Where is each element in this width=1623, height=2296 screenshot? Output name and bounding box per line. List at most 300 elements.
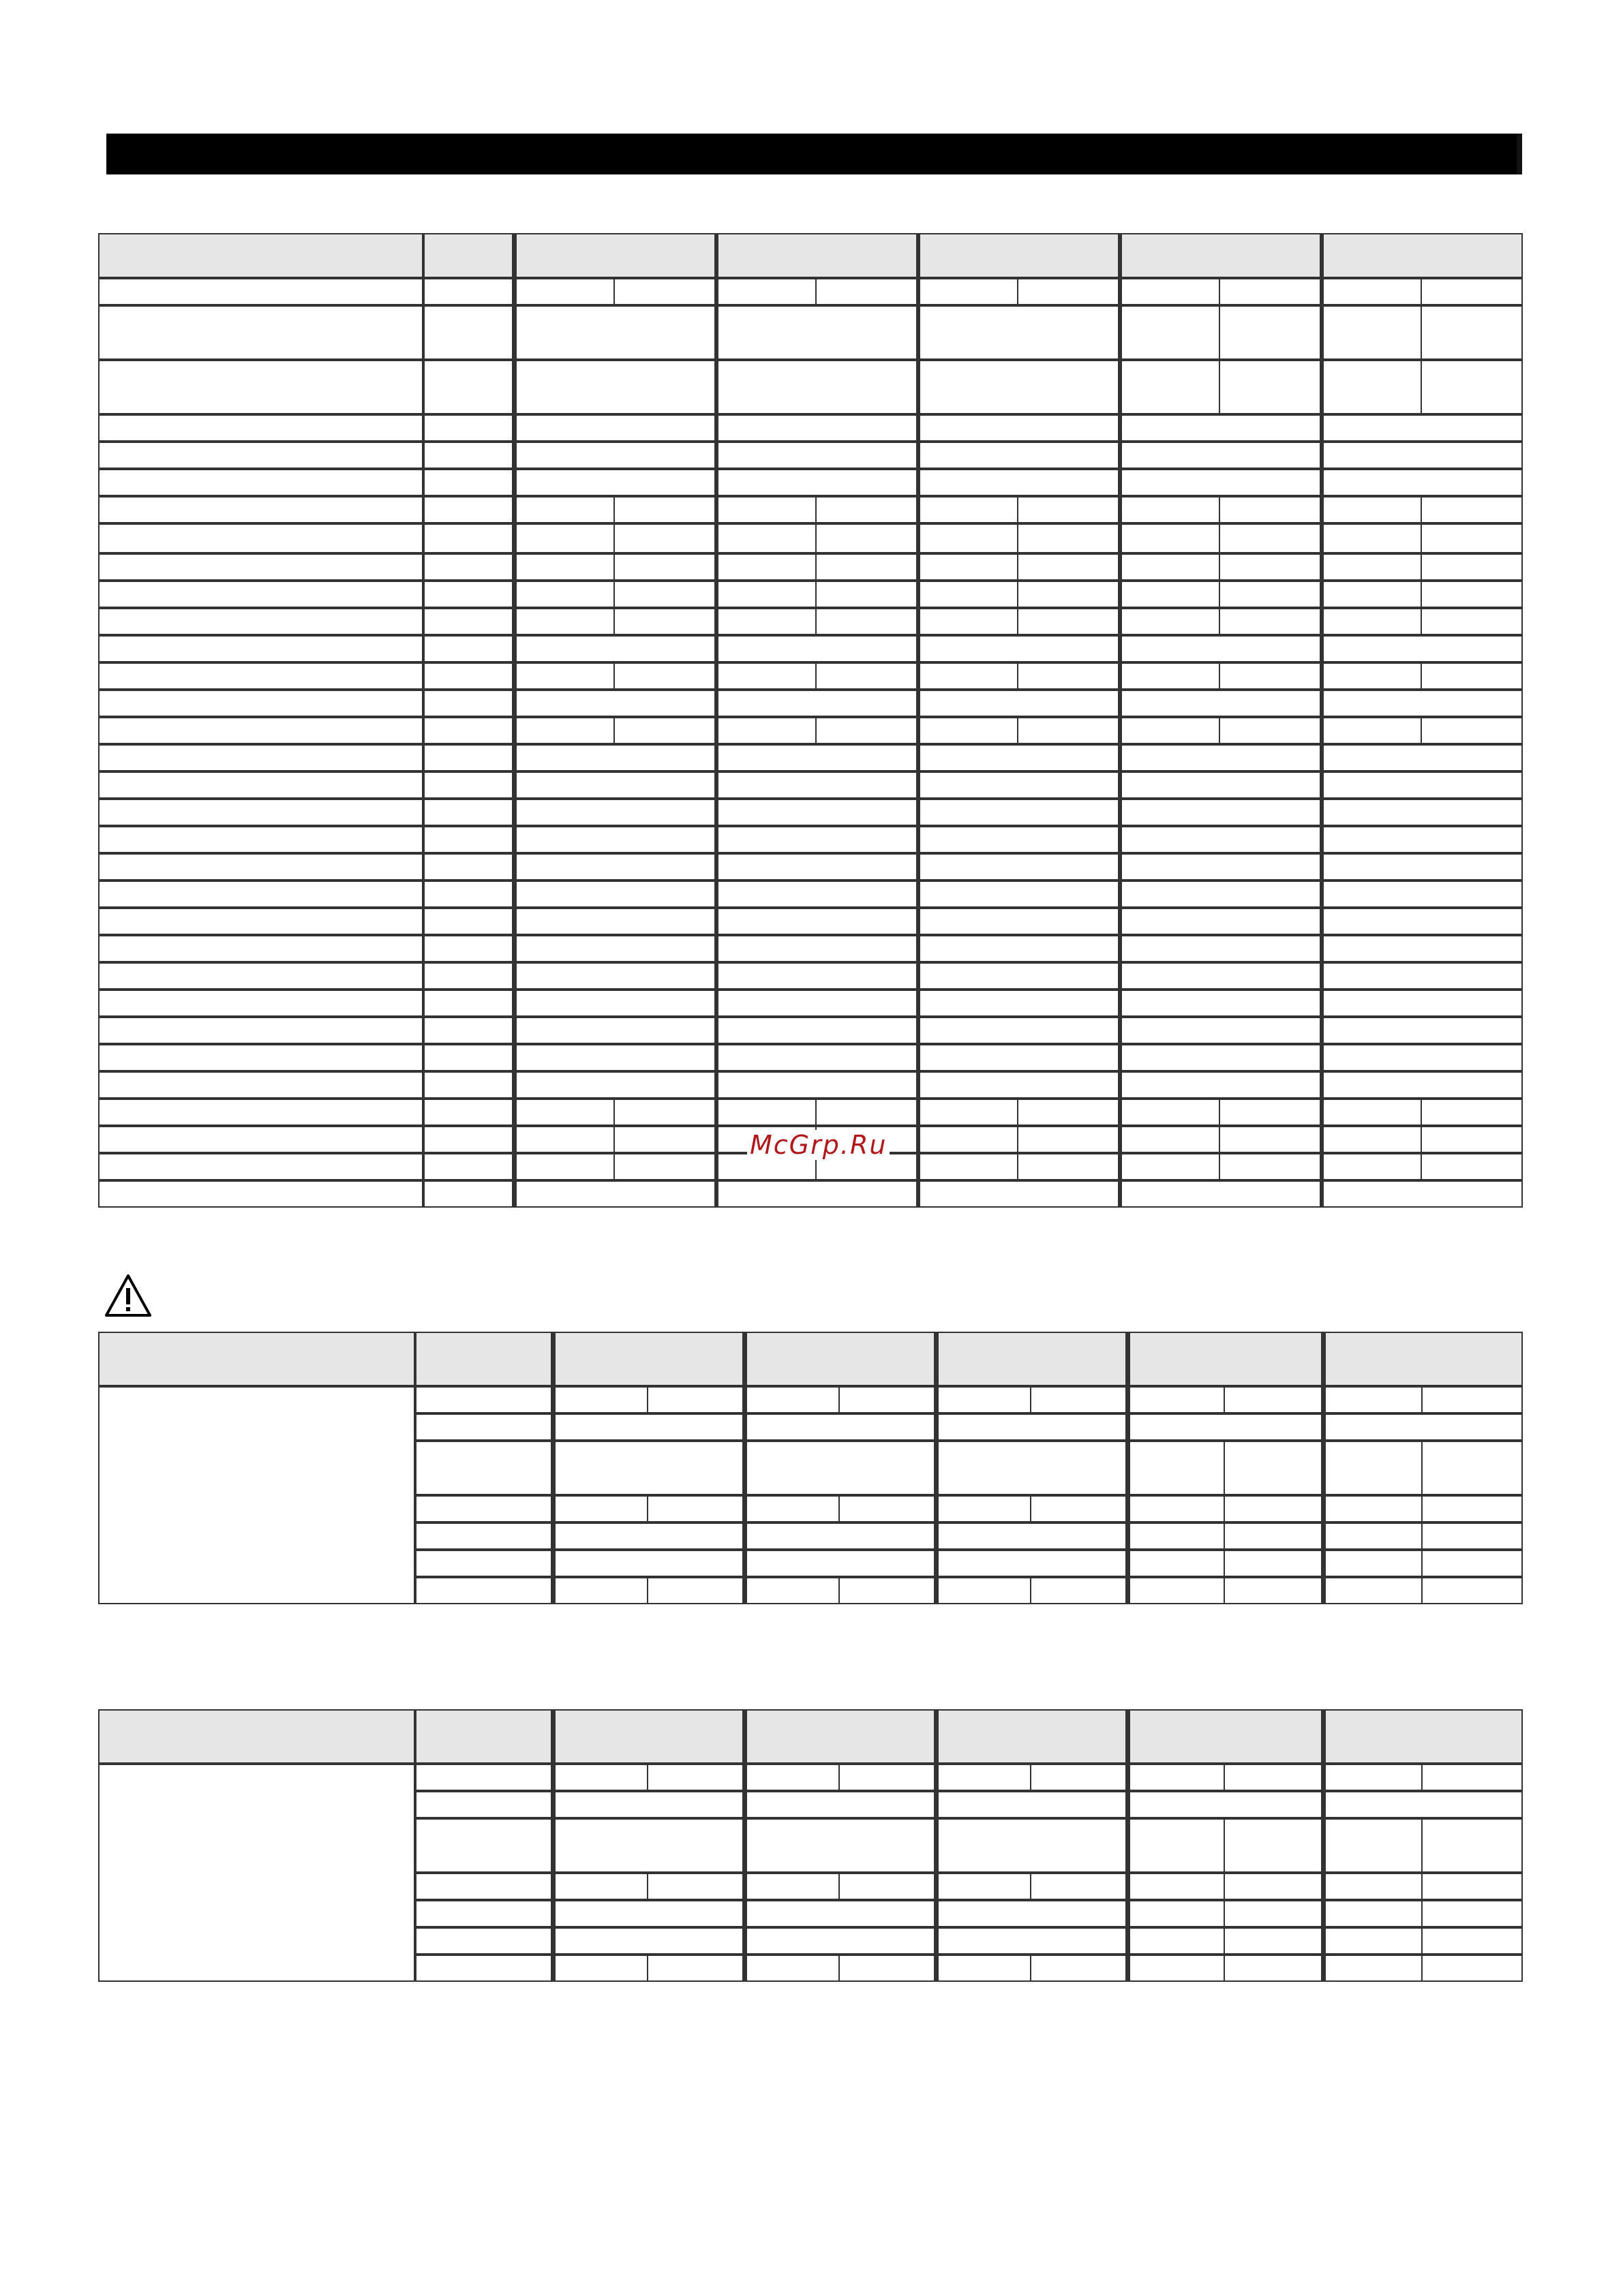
section-title-bar <box>106 134 1522 174</box>
table-cell <box>1320 360 1422 414</box>
table-cell <box>423 771 513 799</box>
table-cell <box>1127 1577 1225 1604</box>
table-cell <box>1219 1153 1322 1180</box>
table-cell <box>423 717 513 744</box>
table-cell <box>715 414 917 442</box>
table-cell <box>423 935 513 962</box>
table-cell <box>1119 1153 1220 1180</box>
table-cell <box>715 799 917 826</box>
table-cell <box>1030 1764 1127 1791</box>
table-cell <box>744 1791 935 1818</box>
table-cell <box>1127 1495 1225 1522</box>
warning-triangle-icon <box>104 1273 153 1318</box>
table-cell <box>1219 496 1322 523</box>
table-cell <box>1224 1900 1323 1927</box>
table-cell <box>1219 305 1322 360</box>
table-cell <box>917 233 1119 278</box>
table-cell <box>1320 935 1523 962</box>
table-cell <box>1322 1550 1423 1577</box>
table-cell <box>1127 1413 1322 1441</box>
table-cell <box>1320 799 1523 826</box>
table-cell <box>1119 717 1220 744</box>
table-cell <box>1119 1044 1321 1071</box>
table-cell <box>917 1180 1119 1208</box>
table-cell <box>647 1495 744 1522</box>
table-cell <box>552 1900 744 1927</box>
table-cell <box>744 1495 840 1522</box>
table-cell <box>1119 662 1220 690</box>
table-cell <box>1421 360 1523 414</box>
table-cell <box>715 553 817 581</box>
table-cell <box>415 1441 552 1495</box>
table-cell <box>613 717 716 744</box>
table-cell <box>647 1577 744 1604</box>
table-cell <box>1421 1386 1523 1413</box>
table-cell <box>98 1153 423 1180</box>
table-cell <box>1030 1495 1127 1522</box>
table-cell <box>715 1099 817 1126</box>
table-cell <box>715 523 817 553</box>
table-cell <box>552 1818 744 1873</box>
table-cell <box>1219 662 1322 690</box>
table-cell <box>744 1709 935 1764</box>
table-cell <box>917 1071 1119 1099</box>
table-cell <box>613 523 716 553</box>
table-cell <box>1320 305 1422 360</box>
table-cell <box>513 853 716 881</box>
table-cell <box>98 1386 415 1604</box>
table-cell <box>423 278 513 305</box>
table-cell <box>552 1522 744 1550</box>
table-cell <box>1219 1126 1322 1153</box>
table-cell <box>552 1332 744 1386</box>
table-cell <box>1322 1522 1423 1550</box>
table-cell <box>98 826 423 853</box>
table-cell <box>1127 1791 1322 1818</box>
table-cell <box>917 469 1119 496</box>
table-cell <box>935 1332 1127 1386</box>
table-cell <box>1030 1386 1127 1413</box>
table-cell <box>423 442 513 469</box>
table-cell <box>1320 581 1422 608</box>
table-cell <box>715 881 917 908</box>
table-cell <box>1421 1818 1523 1873</box>
table-cell <box>935 1386 1031 1413</box>
table-cell <box>423 908 513 935</box>
table-cell <box>1320 690 1523 717</box>
table-cell <box>98 553 423 581</box>
table-cell <box>513 553 615 581</box>
table-cell <box>613 1099 716 1126</box>
table-cell <box>917 1099 1018 1126</box>
table-cell <box>935 1791 1127 1818</box>
table-cell <box>98 1332 415 1386</box>
table-cell <box>815 553 918 581</box>
table-cell <box>98 278 423 305</box>
table-cell <box>423 1071 513 1099</box>
table-cell <box>423 826 513 853</box>
table-cell <box>815 717 918 744</box>
table-cell <box>1421 1900 1523 1927</box>
table-cell <box>1322 1495 1423 1522</box>
table-cell <box>1320 469 1523 496</box>
table-cell <box>423 853 513 881</box>
table-cell <box>1127 1955 1225 1982</box>
table-cell <box>1322 1873 1423 1900</box>
table-cell <box>1219 523 1322 553</box>
table-cell <box>744 1413 935 1441</box>
table-cell <box>1017 278 1120 305</box>
table-cell <box>1224 1577 1323 1604</box>
table-cell <box>613 581 716 608</box>
table-cell <box>423 1017 513 1044</box>
table-cell <box>613 1126 716 1153</box>
table-cell <box>1421 1126 1523 1153</box>
table-cell <box>1320 881 1523 908</box>
table-cell <box>513 442 716 469</box>
table-cell <box>1017 553 1120 581</box>
table-cell <box>1127 1927 1225 1955</box>
table-cell <box>1320 608 1422 635</box>
table-cell <box>98 469 423 496</box>
table-cell <box>815 496 918 523</box>
table-cell <box>98 581 423 608</box>
table-cell <box>917 635 1119 662</box>
table-cell <box>935 1495 1031 1522</box>
table-cell <box>1119 935 1321 962</box>
table-cell <box>1127 1441 1225 1495</box>
table-cell <box>1119 233 1321 278</box>
table-cell <box>917 360 1119 414</box>
table-cell <box>647 1764 744 1791</box>
table-cell <box>1421 717 1523 744</box>
table-cell <box>1322 1332 1523 1386</box>
table-cell <box>1421 1441 1523 1495</box>
table-cell <box>1119 990 1321 1017</box>
table-cell <box>744 1764 840 1791</box>
table-cell <box>917 1017 1119 1044</box>
table-cell <box>715 935 917 962</box>
table-cell <box>744 1386 840 1413</box>
table-cell <box>647 1873 744 1900</box>
table-cell <box>513 414 716 442</box>
table-cell <box>917 935 1119 962</box>
table-cell <box>1320 744 1523 771</box>
table-cell <box>1119 1017 1321 1044</box>
table-cell <box>513 908 716 935</box>
table-cell <box>513 1071 716 1099</box>
table-cell <box>513 662 615 690</box>
table-cell <box>1322 1927 1423 1955</box>
table-cell <box>744 1900 935 1927</box>
table-cell <box>1421 1873 1523 1900</box>
table-cell <box>98 690 423 717</box>
table-cell <box>744 1577 840 1604</box>
table-cell <box>513 935 716 962</box>
table-cell <box>1017 1126 1120 1153</box>
table-cell <box>1119 908 1321 935</box>
table-cell <box>715 1017 917 1044</box>
table-cell <box>1017 1153 1120 1180</box>
table-cell <box>935 1900 1127 1927</box>
table-cell <box>917 690 1119 717</box>
table-cell <box>513 233 716 278</box>
table-cell <box>1421 1099 1523 1126</box>
table-cell <box>715 305 917 360</box>
table-cell <box>1219 717 1322 744</box>
table-cell <box>1421 305 1523 360</box>
table-cell <box>1224 1764 1323 1791</box>
table-cell <box>917 442 1119 469</box>
table-cell <box>98 744 423 771</box>
table-cell <box>98 360 423 414</box>
table-cell <box>613 1153 716 1180</box>
table-cell <box>1219 360 1322 414</box>
table-cell <box>935 1709 1127 1764</box>
table-cell <box>98 496 423 523</box>
table-cell <box>935 1955 1031 1982</box>
table-cell <box>1320 1044 1523 1071</box>
table-cell <box>423 744 513 771</box>
table-cell <box>744 1873 840 1900</box>
table-cell <box>815 608 918 635</box>
table-cell <box>98 608 423 635</box>
table-cell <box>1320 717 1422 744</box>
table-cell <box>1320 233 1523 278</box>
table-cell <box>1119 1126 1220 1153</box>
table-cell <box>1127 1873 1225 1900</box>
table-cell <box>917 1126 1018 1153</box>
table-cell <box>98 635 423 662</box>
table-cell <box>552 1955 648 1982</box>
table-cell <box>423 581 513 608</box>
table-cell <box>423 1180 513 1208</box>
table-cell <box>1224 1927 1323 1955</box>
table-cell <box>1421 581 1523 608</box>
table-cell <box>552 1550 744 1577</box>
table-cell <box>838 1873 936 1900</box>
table-cell <box>1320 1071 1523 1099</box>
table-cell <box>744 1522 935 1550</box>
table-cell <box>715 442 917 469</box>
table-cell <box>1119 799 1321 826</box>
table-cell <box>715 717 817 744</box>
table-cell <box>715 496 817 523</box>
table-cell <box>1320 853 1523 881</box>
table-cell <box>1421 1495 1523 1522</box>
table-cell <box>1119 744 1321 771</box>
table-cell <box>715 1071 917 1099</box>
table-cell <box>1017 496 1120 523</box>
table-cell <box>917 881 1119 908</box>
table-cell <box>1320 826 1523 853</box>
table-cell <box>1219 1099 1322 1126</box>
table-cell <box>715 662 817 690</box>
table-cell <box>935 1441 1127 1495</box>
table-cell <box>423 1126 513 1153</box>
table-cell <box>98 305 423 360</box>
table-cell <box>1421 523 1523 553</box>
table-cell <box>1322 1441 1423 1495</box>
table-cell <box>744 1818 935 1873</box>
table-cell <box>1421 1153 1523 1180</box>
table-cell <box>715 635 917 662</box>
table-cell <box>1119 469 1321 496</box>
table-cell <box>415 1522 552 1550</box>
table-cell <box>415 1764 552 1791</box>
table-cell <box>1119 360 1220 414</box>
table-cell <box>415 1818 552 1873</box>
table-cell <box>1030 1577 1127 1604</box>
table-cell <box>513 1126 615 1153</box>
table-cell <box>715 469 917 496</box>
table-cell <box>552 1386 648 1413</box>
table-cell <box>838 1386 936 1413</box>
table-cell <box>98 1044 423 1071</box>
table-cell <box>423 1099 513 1126</box>
table-cell <box>552 1709 744 1764</box>
table-cell <box>1421 1550 1523 1577</box>
table-cell <box>935 1764 1031 1791</box>
table-cell <box>1119 881 1321 908</box>
table-cell <box>715 278 817 305</box>
table-cell <box>838 1764 936 1791</box>
spec-table-main <box>98 233 1523 1208</box>
table-cell <box>1224 1495 1323 1522</box>
table-cell <box>98 717 423 744</box>
table-cell <box>1320 523 1422 553</box>
table-cell <box>1421 496 1523 523</box>
table-cell <box>513 1044 716 1071</box>
table-cell <box>1320 278 1422 305</box>
table-cell <box>715 962 917 990</box>
table-cell <box>715 990 917 1017</box>
table-cell <box>513 305 716 360</box>
table-cell <box>715 360 917 414</box>
table-cell <box>1127 1550 1225 1577</box>
table-cell <box>1017 662 1120 690</box>
table-cell <box>935 1927 1127 1955</box>
table-cell <box>1322 1955 1423 1982</box>
table-cell <box>513 962 716 990</box>
table-cell <box>1119 305 1220 360</box>
table-cell <box>415 1791 552 1818</box>
table-cell <box>98 523 423 553</box>
table-cell <box>1322 1413 1523 1441</box>
table-cell <box>838 1955 936 1982</box>
table-cell <box>1119 496 1220 523</box>
table-cell <box>1119 608 1220 635</box>
table-cell <box>423 496 513 523</box>
table-cell <box>423 690 513 717</box>
table-cell <box>917 1153 1018 1180</box>
table-cell <box>1017 717 1120 744</box>
table-cell <box>415 1413 552 1441</box>
table-cell <box>1320 962 1523 990</box>
table-cell <box>513 1180 716 1208</box>
table-cell <box>415 1927 552 1955</box>
table-cell <box>815 523 918 553</box>
table-cell <box>917 608 1018 635</box>
table-cell <box>1421 1577 1523 1604</box>
table-cell <box>1224 1441 1323 1495</box>
table-cell <box>1119 553 1220 581</box>
table-cell <box>1119 962 1321 990</box>
table-cell <box>715 908 917 935</box>
table-cell <box>513 799 716 826</box>
table-cell <box>1320 442 1523 469</box>
table-cell <box>613 278 716 305</box>
table-cell <box>1127 1522 1225 1550</box>
table-cell <box>917 1044 1119 1071</box>
table-cell <box>1320 771 1523 799</box>
table-cell <box>1119 1099 1220 1126</box>
table-cell <box>552 1791 744 1818</box>
table-cell <box>423 360 513 414</box>
table-cell <box>1127 1709 1322 1764</box>
table-cell <box>513 826 716 853</box>
table-cell <box>415 1577 552 1604</box>
table-cell <box>1119 581 1220 608</box>
table-cell <box>917 853 1119 881</box>
table-cell <box>1017 1099 1120 1126</box>
table-cell <box>1030 1873 1127 1900</box>
table-cell <box>513 608 615 635</box>
table-cell <box>1127 1764 1225 1791</box>
table-cell <box>815 662 918 690</box>
table-cell <box>917 581 1018 608</box>
table-cell <box>744 1441 935 1495</box>
table-cell <box>552 1413 744 1441</box>
table-cell <box>1320 414 1523 442</box>
table-cell <box>715 853 917 881</box>
table-cell <box>98 1071 423 1099</box>
table-cell <box>1127 1900 1225 1927</box>
table-cell <box>715 608 817 635</box>
table-cell <box>98 799 423 826</box>
table-cell <box>1322 1818 1423 1873</box>
table-cell <box>1320 1180 1523 1208</box>
table-cell <box>98 442 423 469</box>
table-cell <box>1219 278 1322 305</box>
table-cell <box>552 1927 744 1955</box>
table-cell <box>513 881 716 908</box>
table-cell <box>1219 553 1322 581</box>
table-cell <box>917 553 1018 581</box>
table-cell <box>423 305 513 360</box>
table-cell <box>513 469 716 496</box>
table-cell <box>815 581 918 608</box>
table-cell <box>552 1441 744 1495</box>
table-cell <box>1320 662 1422 690</box>
table-cell <box>715 581 817 608</box>
table-cell <box>552 1577 648 1604</box>
table-cell <box>1219 608 1322 635</box>
table-cell <box>1421 553 1523 581</box>
table-cell <box>647 1386 744 1413</box>
table-cell <box>744 1927 935 1955</box>
table-cell <box>917 744 1119 771</box>
table-cell <box>423 881 513 908</box>
table-cell <box>98 990 423 1017</box>
table-cell <box>423 635 513 662</box>
table-cell <box>98 962 423 990</box>
table-cell <box>744 1550 935 1577</box>
table-cell <box>838 1577 936 1604</box>
table-cell <box>838 1495 936 1522</box>
table-cell <box>1119 1180 1321 1208</box>
table-cell <box>513 771 716 799</box>
